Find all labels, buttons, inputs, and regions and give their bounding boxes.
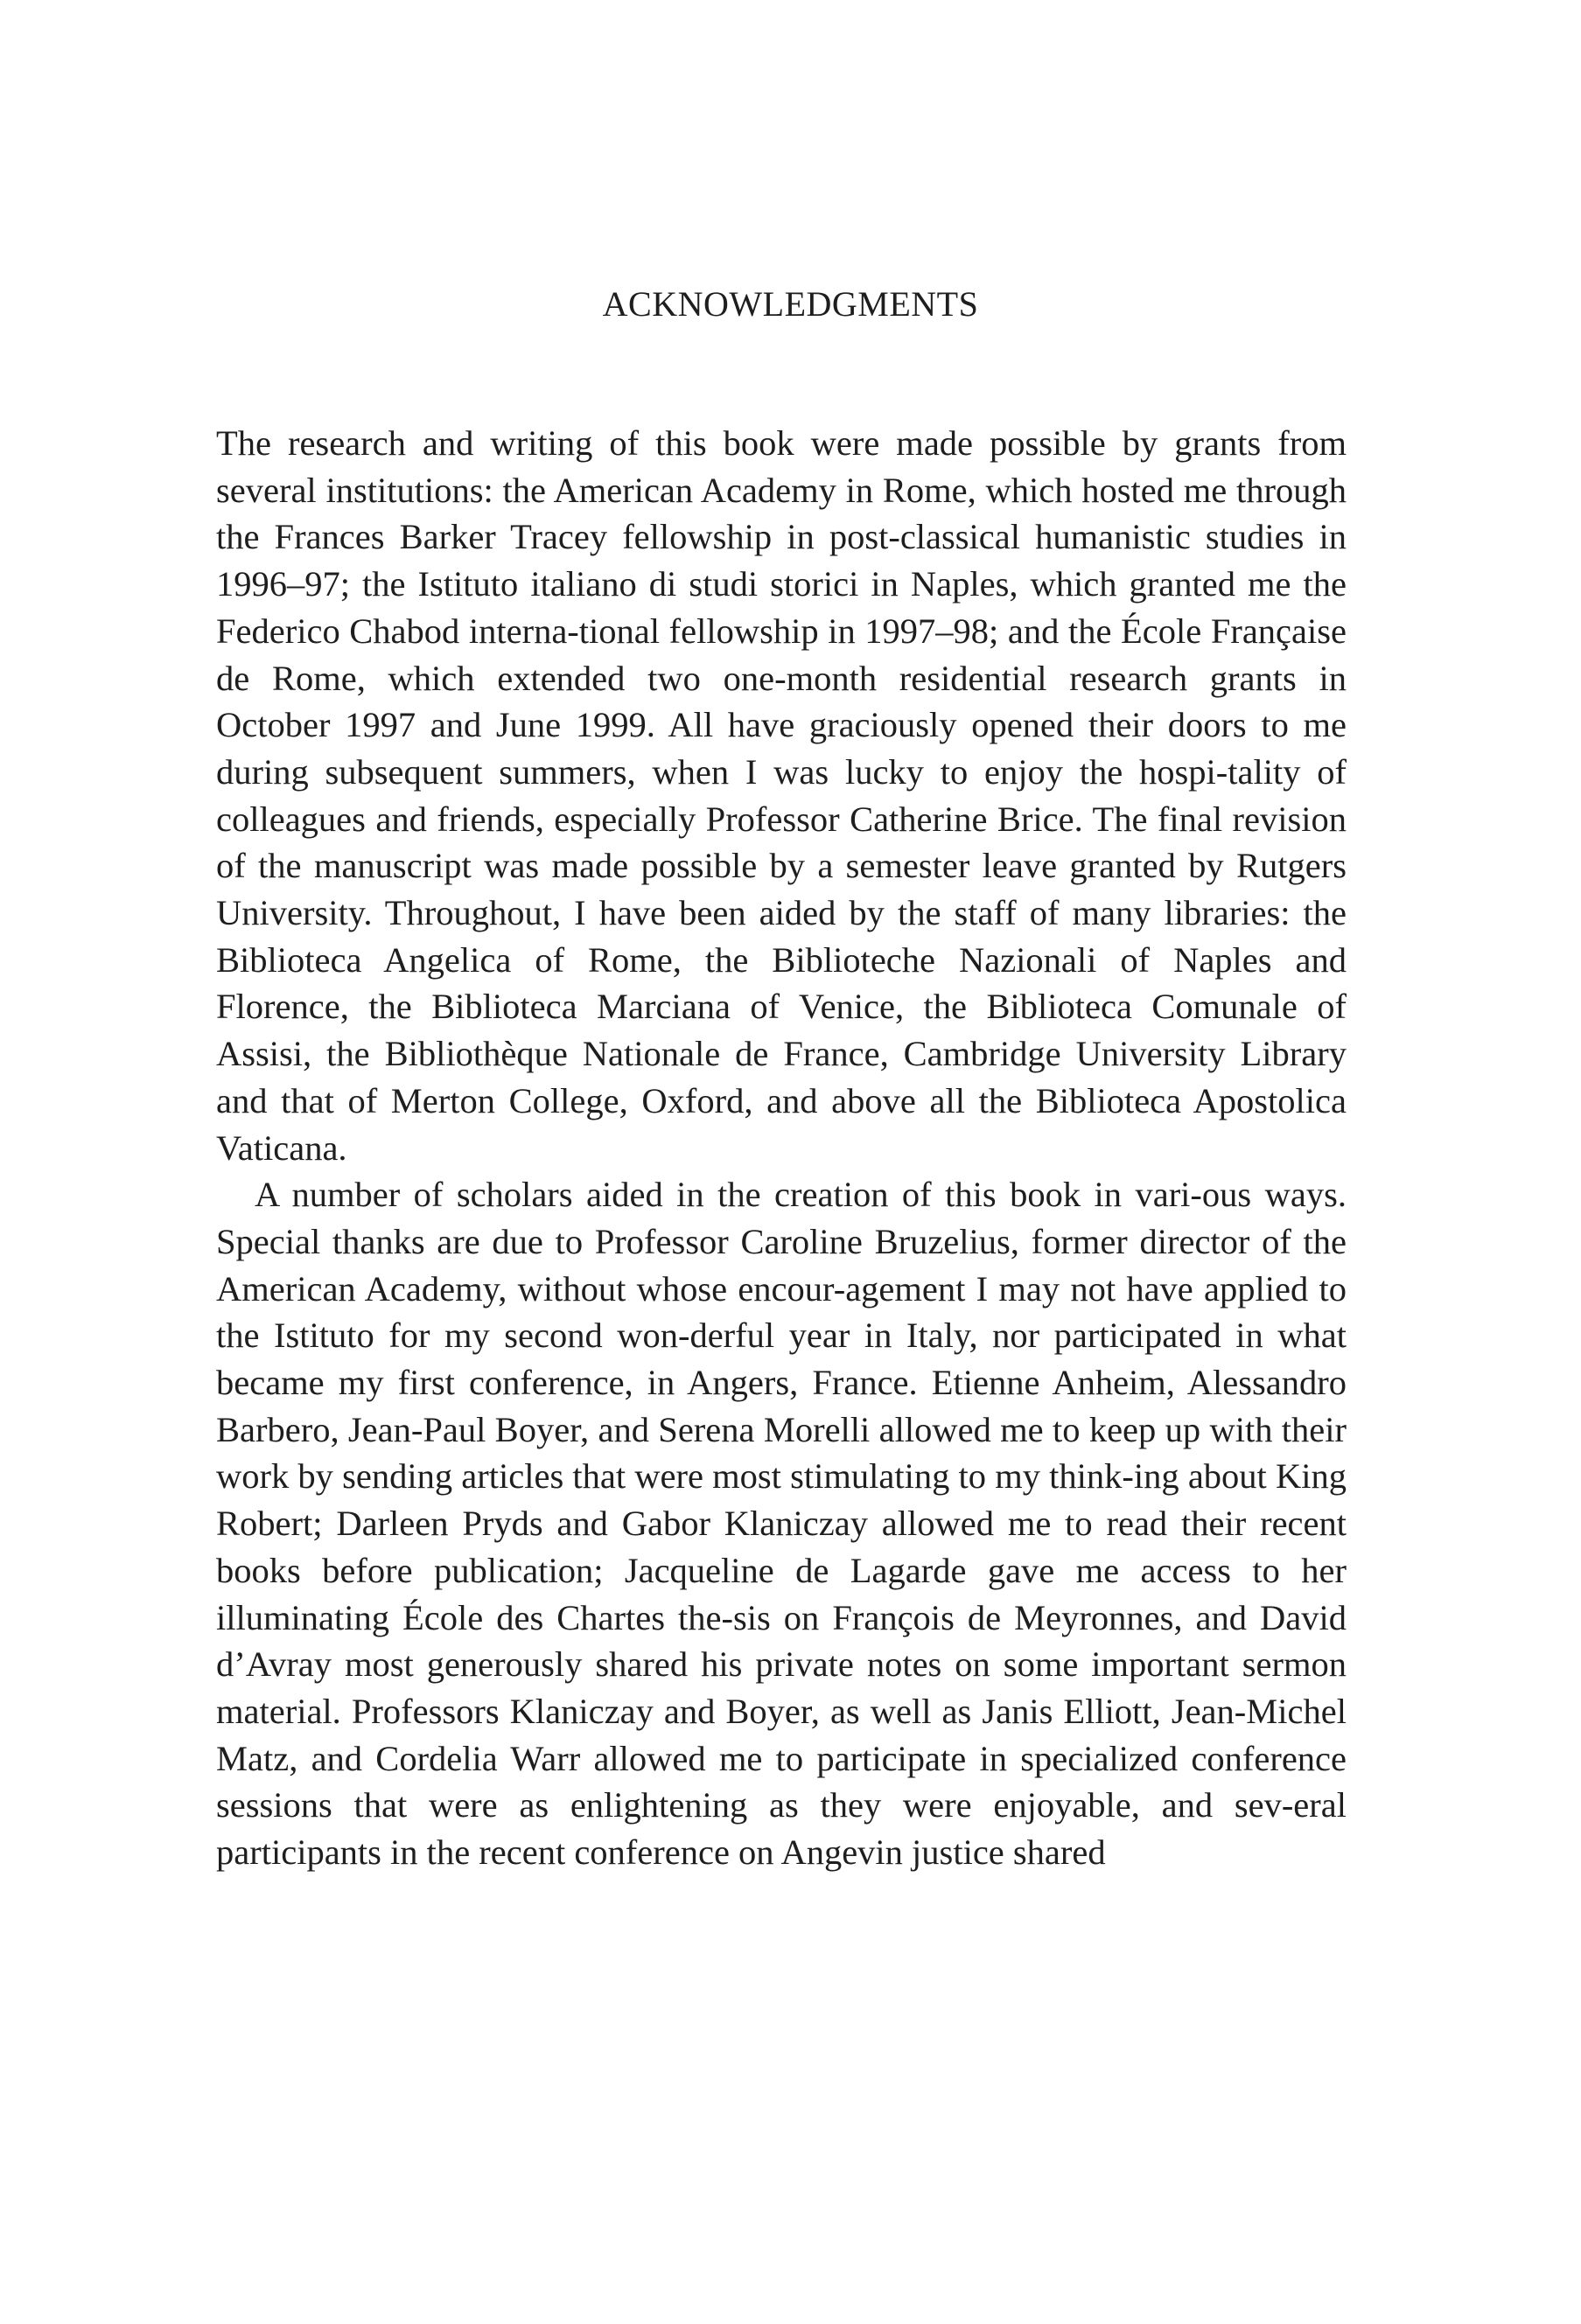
paragraph-2: A number of scholars aided in the creation of this book in vari-ous ways. Special thanks are due to Professor Caroline Bruzelius, former director of the American Academy, without whose encour-agement I may not have applied to the Istituto for my second won-derful year in Italy, nor participated in what became my first conference, in Angers, France. Etienne Anheim, Alessandro Barbero, Jean-Paul Boyer, and Serena Morelli allowed me to keep up with their work by sending articles that were most stimulating to my think-ing about King Robert; Darleen Pryds and Gabor Klaniczay allowed me to read their recent books before publication; Jacqueline de Lagarde gave me access to her illuminating École des Chartes the-sis on François de Meyronnes, and David d’Avray most generously shared his private notes on some important sermon material. Professors Klaniczay and Boyer, as well as Janis Elliott, Jean-Michel Matz, and Cordelia Warr allowed me to participate in specialized conference sessions that were as enlightening as they were enjoyable, and sev-eral participants in the recent conference on Angevin justice shared [216,1175,1347,1873]
page-heading: ACKNOWLEDGMENTS [602,284,979,324]
paragraph-1: The research and writing of this book were made possible by grants from several institutions: the American Academy in Rome, which hosted me through the Frances Barker Tracey fellowship in post-classical humanistic studies in 1996–97; the Istituto italiano di studi storici in Naples, which granted me the Federico Chabod interna-tional fellowship in 1997–98; and the École Française de Rome, which extended two one-month residential research grants in October 1997 and June 1999. All have graciously opened their doors to me during subsequent summers, when I was lucky to enjoy the hospi-tality of colleagues and friends, especially Professor Catherine Brice. The final revision of the manuscript was made possible by a semester leave granted by Rutgers University. Throughout, I have been aided by the staff of many libraries: the Biblioteca Angelica of Rome, the Biblioteche Nazionali of Naples and Florence, the Biblioteca Marciana of Venice, the Biblioteca Comunale of Assisi, the Bibliothèque Nationale de France, Cambridge University Library and that of Merton College, Oxford, and above all the Biblioteca Apostolica Vaticana. [216,423,1347,1168]
body-text [216,420,1347,1876]
